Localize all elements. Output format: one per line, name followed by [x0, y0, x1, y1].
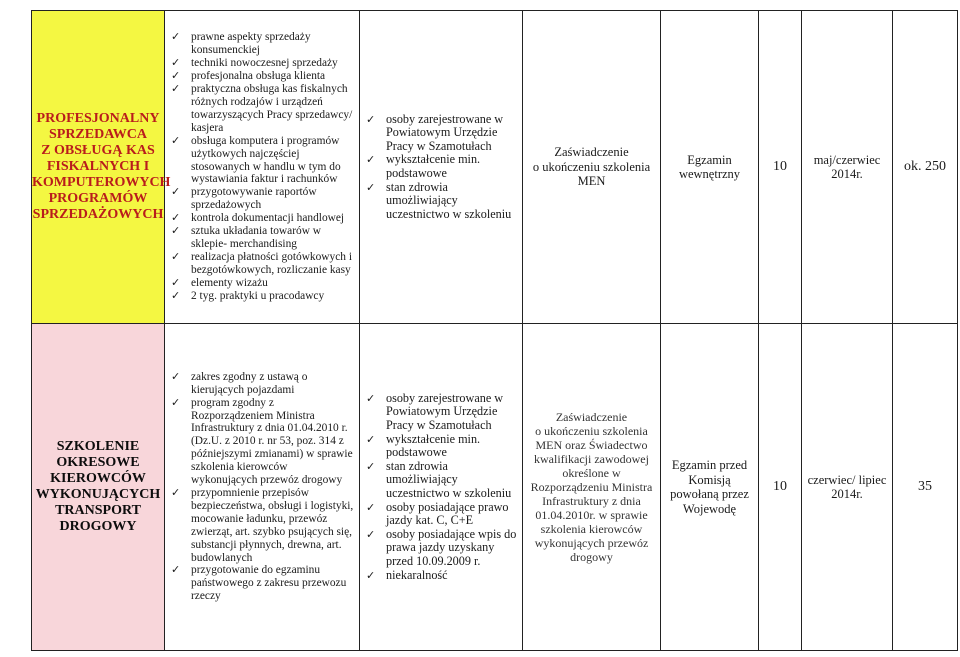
- program-name-line: PROFESJONALNY: [36, 111, 160, 126]
- checkmark-icon: ✓: [171, 224, 181, 238]
- exam-line: powołaną przez: [670, 487, 749, 501]
- checkmark-icon: ✓: [366, 527, 376, 541]
- list-item-text: stan zdrowia umożliwiający uczestnictwo w szkoleniu: [386, 458, 512, 500]
- list-item-text: praktyczna obsługa kas fiskalnych różnych rodzajów i urządzeń towarzyszących Pracy sprzedawcy/ kasjera: [191, 83, 353, 134]
- program-name-line: DROGOWY: [59, 519, 137, 534]
- date-line: 2014r.: [831, 487, 863, 501]
- program-name-line: PROGRAMÓW: [48, 191, 148, 206]
- date-cell: [802, 324, 893, 651]
- list-item-text: techniki nowoczesnej sprzedaży: [191, 57, 338, 70]
- list-item-text: zakres zgodny z ustawą o kierujących pojazdami: [191, 370, 308, 396]
- certificate-line: o ukończeniu szkolenia: [532, 159, 651, 174]
- list-item: [171, 57, 355, 70]
- certificate-line: drogowy: [570, 550, 613, 564]
- certificate-line: kwalifikacji zawodowej: [534, 452, 649, 466]
- list-item: [171, 564, 355, 603]
- exam-cell: [661, 11, 759, 324]
- certificate-cell: [523, 11, 661, 324]
- list-item: [366, 153, 518, 180]
- checkmark-icon: ✓: [171, 185, 181, 199]
- participants-cell: [759, 324, 802, 651]
- list-item-text: kontrola dokumentacji handlowej: [191, 212, 345, 225]
- table-row: [32, 11, 958, 324]
- checkmark-icon: ✓: [366, 112, 376, 126]
- list-item-text: przygotowywanie raportów sprzedażowych: [191, 186, 317, 212]
- checkmark-icon: ✓: [171, 69, 181, 83]
- list-item: [171, 70, 355, 83]
- list-item: [366, 569, 518, 583]
- exam-line: Wojewodę: [682, 501, 737, 516]
- certificate-line: Rozporządzeniu Ministra: [530, 480, 653, 494]
- program-name-line: KOMPUTEROWYCH: [32, 175, 171, 190]
- list-item: [171, 251, 355, 277]
- date-cell: [802, 11, 893, 324]
- list-item: [171, 212, 355, 225]
- date-line: czerwiec/ lipiec: [807, 472, 887, 487]
- checkmark-icon: ✓: [366, 459, 376, 473]
- checkmark-icon: ✓: [171, 56, 181, 70]
- checkmark-icon: ✓: [171, 133, 181, 147]
- certificate-line: Zaświadczenie: [555, 410, 628, 424]
- program-name-line: OKRESOWE: [56, 455, 140, 470]
- certificate-line: Infrastruktury z dnia: [542, 494, 641, 508]
- list-item: [171, 225, 355, 251]
- exam-line: Komisją: [688, 472, 731, 487]
- checkmark-icon: ✓: [171, 369, 181, 383]
- program-name-line: SPRZEDAŻOWYCH: [32, 207, 164, 222]
- list-item-text: osoby zarejestrowane w Powiatowym Urzędzie Pracy w Szamotułach: [386, 111, 504, 153]
- list-item: [171, 487, 355, 564]
- list-item: [171, 277, 355, 290]
- list-item: [171, 290, 355, 303]
- participants-value: 10: [773, 159, 787, 174]
- checkmark-icon: ✓: [366, 153, 376, 167]
- date-line: 2014r.: [831, 167, 863, 181]
- list-item-text: osoby zarejestrowane w Powiatowym Urzędzie Pracy w Szamotułach: [386, 390, 504, 433]
- participants-cell: [759, 11, 802, 324]
- checkmark-icon: ✓: [366, 432, 376, 446]
- list-item: [171, 31, 355, 57]
- scope-cell: [165, 324, 360, 651]
- program-name-cell: [32, 11, 171, 324]
- list-item: [366, 181, 518, 222]
- certificate-line: Zaświadczenie: [554, 145, 629, 160]
- list-item-text: sztuka układania towarów w sklepie- merchandising: [191, 225, 322, 250]
- list-item-text: elementy wizażu: [191, 276, 268, 289]
- list-item-text: obsługa komputera i programów użytkowych najczęściej stosowanych w handlu w tym do wystawiania faktur i rachunków: [191, 134, 341, 186]
- list-item: [171, 83, 355, 135]
- certificate-line: 01.04.2010r. w sprawie: [535, 508, 648, 522]
- checkmark-icon: ✓: [366, 568, 376, 582]
- scope-cell: [165, 11, 360, 324]
- certificate-line: wykonujących przewóz: [534, 536, 649, 550]
- exam-cell: [661, 324, 759, 651]
- program-name-line: TRANSPORT: [55, 503, 141, 518]
- list-item-text: realizacja płatności gotówkowych i bezgotówkowych, rozliczanie kasy: [191, 250, 352, 276]
- list-item: [171, 135, 355, 187]
- list-item-text: profesjonalna obsługa klienta: [191, 70, 326, 83]
- list-item-text: wykształcenie min. podstawowe: [386, 152, 481, 180]
- list-item-text: osoby posiadające prawo jazdy kat. C, C+E: [386, 499, 509, 528]
- certificate-line: szkolenia kierowców: [540, 522, 643, 536]
- exam-line: Egzamin: [687, 152, 732, 167]
- list-item: [366, 113, 518, 154]
- certificate-line: MEN: [577, 174, 606, 189]
- program-name-line: Z OBSŁUGĄ KAS: [41, 143, 155, 158]
- list-item: [366, 501, 518, 528]
- hours-cell: [893, 324, 958, 651]
- checkmark-icon: ✓: [171, 563, 181, 577]
- list-item: [366, 433, 518, 460]
- program-name-line: FISKALNYCH I: [46, 159, 150, 174]
- program-name-line: KIEROWCÓW: [50, 471, 146, 486]
- checkmark-icon: ✓: [171, 30, 181, 44]
- checkmark-icon: ✓: [171, 249, 181, 263]
- participants-value: 10: [773, 479, 787, 494]
- training-table: [31, 10, 958, 651]
- exam-line: wewnętrzny: [678, 167, 741, 181]
- list-item: [366, 392, 518, 433]
- program-name-cell: [32, 324, 165, 651]
- program-name-line: SZKOLENIE: [56, 439, 140, 454]
- checkmark-icon: ✓: [171, 211, 181, 225]
- date-line: maj/czerwiec: [813, 152, 881, 167]
- program-name-line: SPRZEDAWCA: [48, 127, 147, 142]
- checkmark-icon: ✓: [171, 275, 181, 289]
- certificate-cell: [523, 324, 661, 651]
- hours-value: ok. 250: [904, 159, 946, 174]
- checkmark-icon: ✓: [171, 486, 181, 499]
- list-item: [366, 528, 518, 569]
- hours-cell: [893, 11, 958, 324]
- list-item: [366, 460, 518, 501]
- exam-line: Egzamin przed: [671, 458, 748, 472]
- list-item: [171, 397, 355, 487]
- list-item-text: prawne aspekty sprzedaży konsumenckiej: [191, 31, 311, 57]
- requirements-cell: [360, 324, 523, 651]
- list-item: [171, 371, 355, 397]
- table-row: [32, 324, 958, 651]
- program-name-line: WYKONUJĄCYCH: [35, 487, 161, 502]
- checkmark-icon: ✓: [171, 395, 181, 409]
- list-item-text: przypomnienie przepisów bezpieczeństwa, obsługi i logistyki, mocowanie ładunku, przewóz zwierząt, art. szybko psujących się, substancji płynnych, drewna, art. budowlanych: [191, 487, 354, 564]
- checkmark-icon: ✓: [366, 180, 376, 194]
- checkmark-icon: ✓: [366, 500, 376, 514]
- certificate-line: określone w: [562, 466, 621, 480]
- hours-value: 35: [918, 479, 932, 494]
- list-item-text: 2 tyg. praktyki u pracodawcy: [191, 289, 325, 302]
- certificate-line: MEN oraz Świadectwo: [535, 438, 648, 452]
- checkmark-icon: ✓: [366, 391, 376, 405]
- requirements-cell: [360, 11, 523, 324]
- list-item-text: program zgodny z Rozporządzeniem Ministra Infrastruktury z dnia 01.04.2010 r. (Dz.U. z 2010 r. nr 53, poz. 314 z późniejszymi zmianami) w sprawie szkolenia kierowców wykonujących przewóz drogowy: [191, 396, 353, 487]
- list-item-text: przygotowanie do egzaminu państwowego z zakresu przewozu rzeczy: [191, 564, 347, 603]
- checkmark-icon: ✓: [171, 82, 181, 96]
- list-item-text: stan zdrowia umożliwiający uczestnictwo w szkoleniu: [386, 179, 512, 221]
- certificate-line: o ukończeniu szkolenia: [535, 424, 648, 438]
- list-item: [171, 186, 355, 212]
- list-item-text: niekaralność: [386, 567, 448, 582]
- list-item-text: osoby posiadające wpis do prawa jazdy uzyskany przed 10.09.2009 r.: [386, 526, 517, 568]
- list-item-text: wykształcenie min. podstawowe: [386, 431, 481, 460]
- checkmark-icon: ✓: [171, 288, 181, 302]
